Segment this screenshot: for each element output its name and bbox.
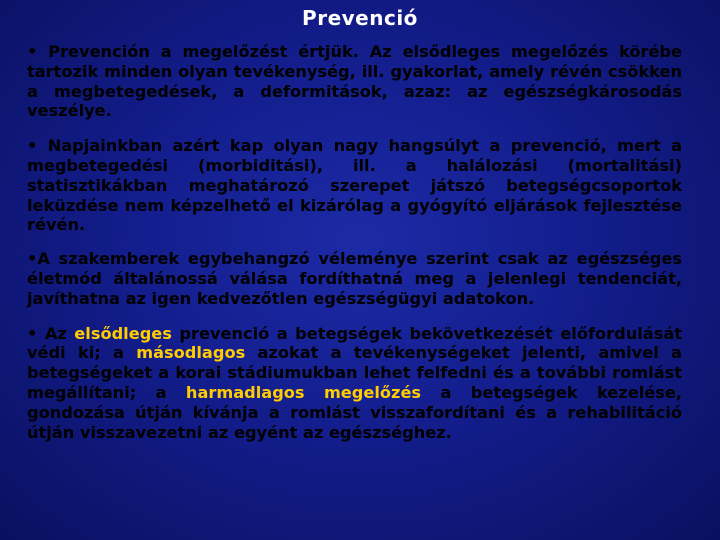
paragraph-text: a betegségek kezelése, gondozása útján kívánja a romlást visszafordítani és a rehabilitáció útján visszavezetni az egyént az egészséghez. — [27, 382, 682, 442]
highlight-tertiary-prevention: harmadlagos megelőzés — [185, 382, 422, 402]
paragraph-prevention-levels — [27, 324, 682, 443]
paragraph-text: azokat a tevékenységeket jelenti, amivel a betegségeket a korai stádiumukban lehet felfedni és a további romlást megállítani; a — [27, 343, 682, 402]
paragraph-text: • Prevención a megelőzést értjük. Az elsődleges megelőzés körébe tartozik minden olyan tevékenység, ill. gyakorlat, amely révén csökken a megbetegedések, a deformitások, azaz: az egészségkárosodás veszélye. — [27, 42, 682, 121]
paragraph-text: csak az egészséges életmód általánossá válása fordíthatná meg a jelenlegi tendenciát, javíthatna az igen kedvezőtlen egészségügyi adatokon. — [27, 249, 683, 308]
slide-body — [27, 42, 682, 457]
paragraph-text: •A szakemberek egybehangzó véleménye szerint — [27, 249, 498, 269]
paragraph-prevention-definition — [27, 42, 682, 121]
paragraph-text: • Az — [27, 323, 75, 343]
highlight-secondary-prevention: másodlagos — [136, 343, 246, 363]
paragraph-text: • Napjainkban azért kap olyan nagy hangsúlyt a prevenció, mert a megbetegedési (morbiditási), ill. a halálozási (mortalitási) statisztikákban meghatározó szerepet játszó betegségcsoportok leküzdése nem képzelhető el kizárólag a gyógyító eljárások fejlesztése révén. — [27, 136, 682, 235]
paragraph-text: prevenció a betegségek bekövetkezését előfordulását védi ki; a — [27, 323, 682, 363]
paragraph-prevention-importance — [27, 136, 682, 235]
paragraph-expert-opinion — [27, 249, 682, 308]
slide-title: Prevenció — [302, 6, 418, 30]
highlight-primary-prevention: elsődleges — [74, 323, 172, 343]
